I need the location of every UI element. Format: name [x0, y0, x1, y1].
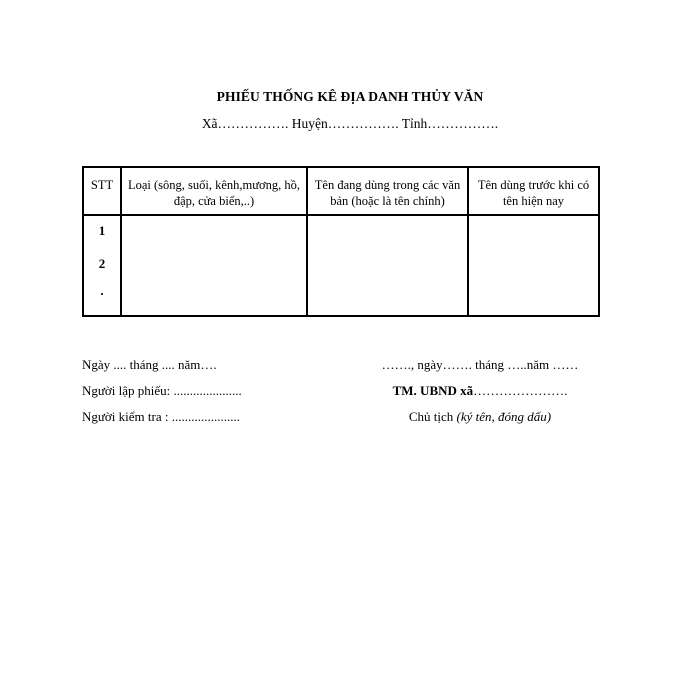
header-previous-name: Tên dùng trước khi có tên hiện nay — [468, 167, 599, 215]
stt-continuation: . — [100, 283, 104, 298]
stt-number: 2 — [98, 256, 106, 271]
signature-right-block — [320, 352, 640, 430]
previous-name-cell — [468, 215, 599, 316]
date-line: Ngày .... tháng .... năm…. — [82, 357, 217, 372]
stt-number: 1 — [98, 223, 106, 238]
document-title: PHIẾU THỐNG KÊ ĐỊA DANH THỦY VĂN — [216, 89, 484, 104]
checker-line: Người kiểm tra : ..................... — [82, 409, 240, 424]
signature-left-block — [82, 352, 242, 430]
stt-cell — [83, 215, 121, 316]
document-subtitle: Xã……………. Huyện……………. Tỉnh……………. — [201, 116, 499, 131]
table-header-row — [83, 167, 599, 215]
committee-label: TM. UBND xã — [392, 383, 474, 398]
header-stt: STT — [83, 167, 121, 215]
header-type: Loại (sông, suối, kênh,mương, hồ, đập, cửa biển,..) — [121, 167, 307, 215]
chairman-note: (ký tên, đóng dấu) — [456, 409, 552, 424]
statistics-table — [82, 166, 600, 317]
chairman-line — [320, 404, 640, 430]
committee-dots: …………………. — [473, 383, 568, 398]
type-cell — [121, 215, 307, 316]
committee-line — [320, 378, 640, 404]
preparer-line: Người lập phiếu: ..................... — [82, 383, 242, 398]
table-row — [83, 215, 599, 316]
header-current-name: Tên đang dùng trong các văn bản (hoặc là tên chính) — [307, 167, 468, 215]
chairman-label: Chủ tịch — [408, 409, 457, 424]
current-name-cell — [307, 215, 468, 316]
place-date-line: ……., ngày……. tháng …..năm …… — [381, 357, 579, 372]
